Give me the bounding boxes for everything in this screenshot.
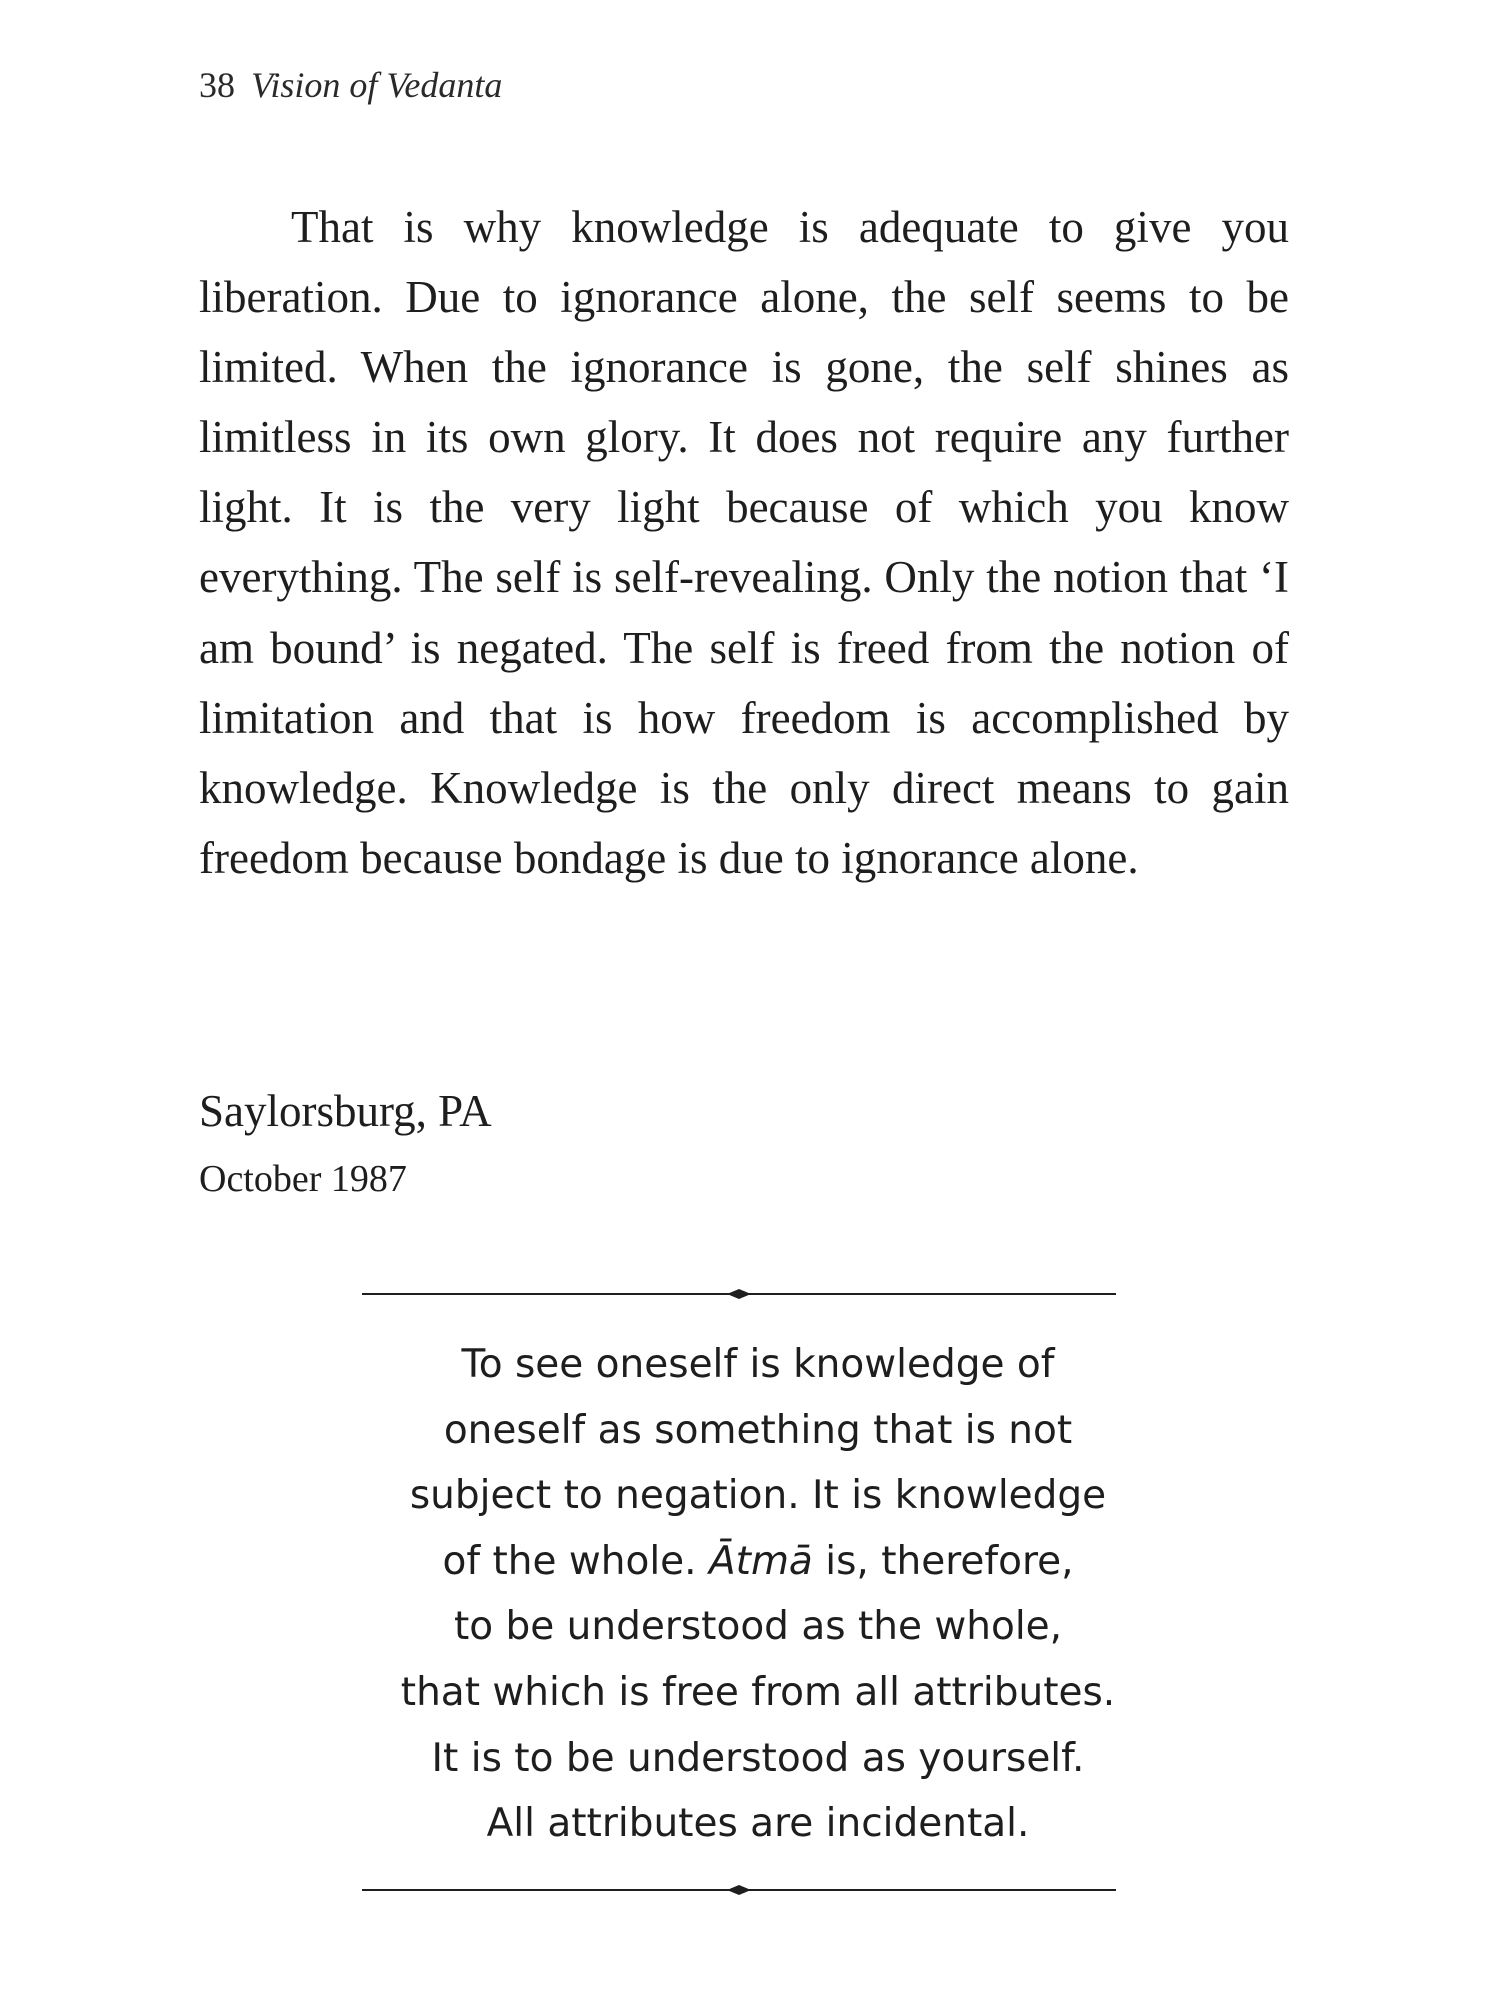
quote-line: It is to be understood as yourself. [431,1735,1085,1781]
ornament-divider-top [362,1284,1116,1304]
page-number: 38 [199,65,235,105]
running-header [199,64,502,106]
quote-line-start: of the whole. [442,1538,709,1584]
quote-line-end: is, therefore, [812,1538,1074,1584]
quote-line: To see oneself is knowledge of [461,1342,1055,1387]
quote-term-atma: Ātmā [708,1538,813,1584]
quote-line: oneself as something that is not [443,1407,1073,1453]
quote-line: to be understood as the whole, [453,1604,1063,1650]
quote-line: that which is free from all attributes. [400,1669,1116,1715]
pull-quote [300,1332,1216,1857]
quote-line [300,1529,1216,1595]
book-title: Vision of Vedanta [251,65,503,105]
quote-line: subject to negation. It is knowledge [409,1473,1107,1519]
quote-line: All attributes are incidental. [486,1801,1030,1847]
signoff-date: October 1987 [199,1158,407,1200]
ornament-divider-bottom [362,1880,1116,1900]
signoff-place: Saylorsburg, PA [199,1086,492,1136]
body-paragraph: That is why knowledge is adequate to give you liberation. Due to ignorance alone, the self seems to be limited. When the ignorance is gone, the self shines as limitless in its own glory. It does not require any further light. It is the very light because of which you know everything. The self is self-revealing. Only the notion that ‘I am bound’ is negated. The self is freed from the notion of limitation and that is how freedom is accomplished by knowledge. Knowledge is the only direct means to gain freedom because bondage is due to ignorance alone. [199,202,1289,883]
